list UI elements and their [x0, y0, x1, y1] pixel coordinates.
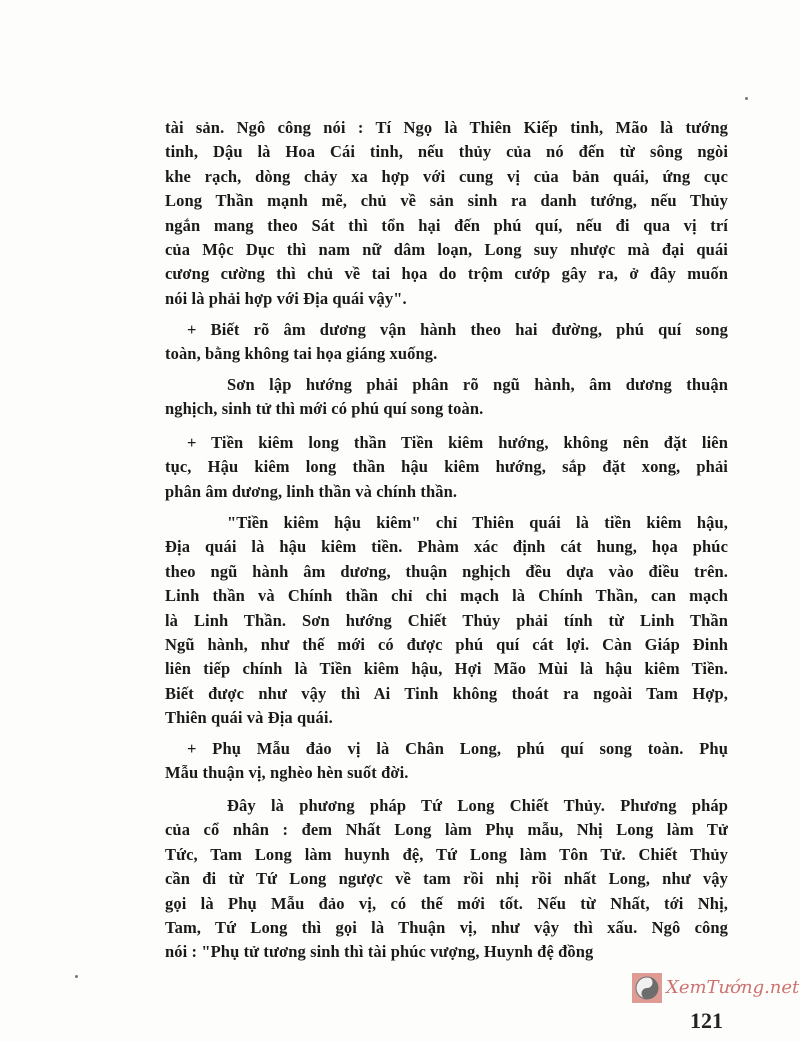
watermark-text: XemTướng.net [666, 977, 800, 998]
yin-yang-icon [632, 973, 662, 1003]
page-number: 121 [690, 1008, 723, 1033]
text-line: Biết được như vậy thì Ai Tinh không thoát ra ngoài Tam Hợp, [165, 683, 728, 703]
text-line: gọi là Phụ Mẫu đảo vị, có thế mới tốt. Nếu từ Nhất, tới Nhị, [165, 893, 728, 913]
scan-speck [75, 975, 78, 978]
paragraph-6 [165, 737, 728, 786]
text-line: của Mộc Dục thì nam nữ dâm loạn, Long suy nhược mà đại quái [165, 239, 728, 259]
paragraph-1 [165, 116, 728, 311]
text-line: nghịch, sinh tử thì mới có phú quí song toàn. [165, 399, 484, 419]
text-line: Mẫu thuận vị, nghèo hèn suốt đời. [165, 763, 409, 783]
text-line: Tức, Tam Long làm huynh đệ, Tứ Long làm Tôn Tử. Chiết Thủy [165, 844, 728, 864]
text-line: tài sản. Ngô công nói : Tí Ngọ là Thiên Kiếp tinh, Mão là tướng [165, 118, 728, 137]
text-line: cần đi từ Tứ Long ngược về tam rồi nhị rồi nhất Long, như vậy [165, 869, 728, 889]
paragraph-2 [165, 318, 728, 367]
watermark [632, 972, 799, 1004]
text-line: tinh, Dậu là Hoa Cái tinh, nếu thủy của nó đến từ sông ngòi [165, 142, 728, 162]
text-line: Linh thần và Chính thần chỉ chi mạch là Chính Thần, can mạch [165, 586, 728, 606]
paragraph-4 [165, 431, 728, 504]
text-line: Tam, Tứ Long thì gọi là Thuận vị, như vậy thì xấu. Ngô công [165, 917, 728, 937]
text-line: tục, Hậu kiêm long thần hậu kiêm hướng, sắp đặt xong, phải [165, 457, 728, 477]
text-line: Thiên quái và Địa quái. [165, 708, 333, 728]
text-line: "Tiền kiêm hậu kiêm" chỉ Thiên quái là tiền kiêm hậu, [227, 513, 728, 532]
text-line: của cổ nhân : đem Nhất Long làm Phụ mẫu, Nhị Long làm Tử [165, 820, 728, 840]
paragraph-5 [165, 511, 728, 731]
text-line: toàn, bằng không tai họa giáng xuống. [165, 344, 438, 364]
text-line: + Biết rõ âm dương vận hành theo hai đường, phú quí song [187, 320, 728, 339]
text-line: theo ngũ hành âm dương, thuận nghịch đều dựa vào điều trên. [165, 561, 728, 581]
text-line: phân âm dương, linh thần và chính thần. [165, 481, 458, 501]
text-line: khe rạch, dòng chảy xa hợp với cung vị của bản quái, ứng cục [165, 166, 728, 186]
text-line: + Tiền kiêm long thần Tiền kiêm hướng, không nên đặt liên [187, 433, 728, 452]
text-line: Địa quái là hậu kiêm tiền. Phàm xác định cát hung, họa phúc [165, 537, 728, 557]
text-line: cương cường thì chủ về tai họa do trộm cướp gây ra, ở đây muốn [165, 264, 728, 284]
text-line: nói : "Phụ tử tương sinh thì tài phúc vượng, Huynh đệ đồng [165, 942, 594, 962]
text-line: + Phụ Mẫu đảo vị là Chân Long, phú quí song toàn. Phụ [187, 739, 728, 758]
text-line: Đây là phương pháp Tứ Long Chiết Thủy. Phương pháp [227, 796, 728, 815]
text-line: Ngũ hành, như thế mới có được phú quí cát lợi. Càn Giáp Đinh [165, 634, 728, 654]
text-line: ngắn mang theo Sát thì tổn hại đến phú quí, nếu đi qua vị trí [165, 215, 728, 235]
text-line: Long Thần mạnh mẽ, chủ về sản sinh ra danh tướng, nếu Thủy [165, 191, 728, 211]
text-line: là Linh Thần. Sơn hướng Chiết Thủy phải tính từ Linh Thần [165, 610, 728, 630]
text-line: nói là phải hợp với Địa quái vậy". [165, 288, 407, 308]
paragraph-3 [165, 373, 728, 422]
scan-speck [745, 97, 748, 100]
text-line: Sơn lập hướng phải phân rõ ngũ hành, âm dương thuận [227, 375, 728, 394]
text-line: liên tiếp chính là Tiền kiêm hậu, Hợi Mão Mùi là hậu kiêm Tiền. [165, 659, 728, 679]
paragraph-7 [165, 794, 728, 965]
